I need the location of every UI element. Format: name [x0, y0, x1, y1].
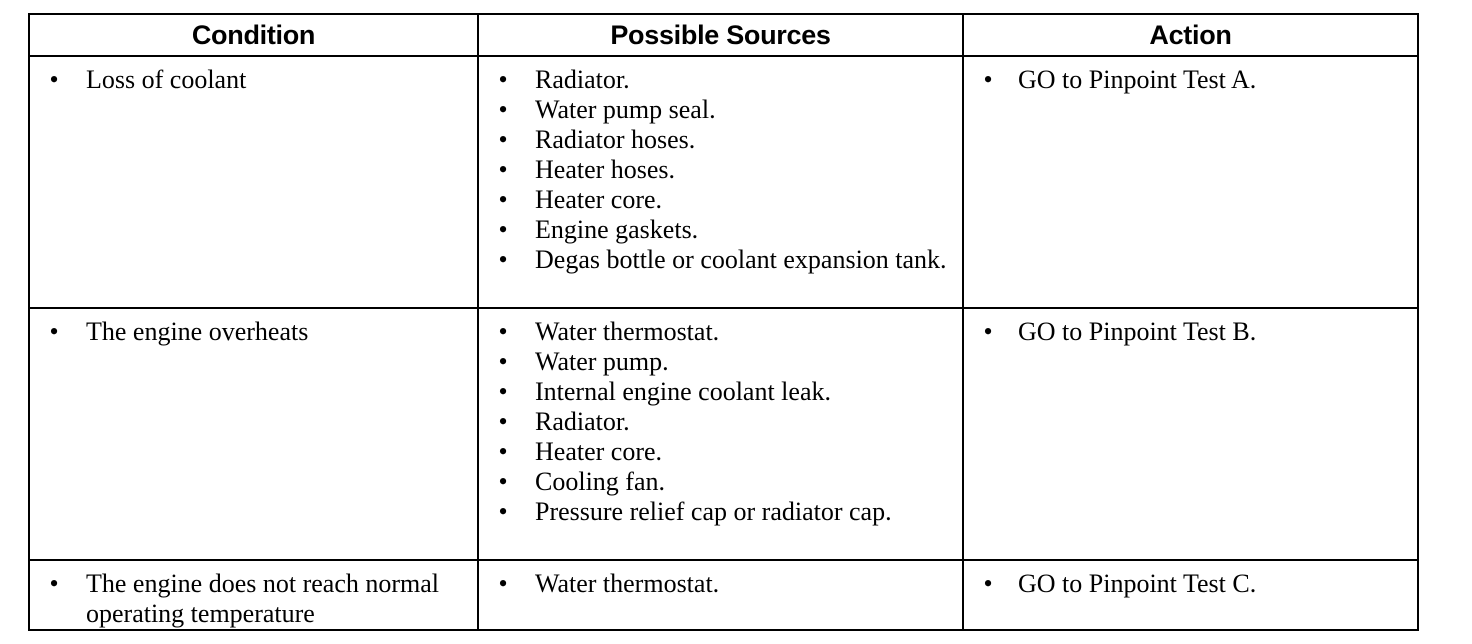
list-item	[479, 95, 962, 125]
list-item	[479, 65, 962, 95]
source-text: Heater core.	[535, 437, 663, 466]
source-text: Pressure relief cap or radiator cap.	[535, 497, 892, 526]
bullet-icon: •	[49, 569, 59, 598]
list-item	[479, 317, 962, 347]
condition-text: The engine does not reach normal operating temperature	[86, 569, 440, 628]
bullet-icon: •	[498, 125, 508, 154]
source-text: Water thermostat.	[535, 569, 720, 598]
list-item	[479, 377, 962, 407]
source-text: Cooling fan.	[535, 467, 665, 496]
list-item	[964, 65, 1417, 95]
list-item	[479, 407, 962, 437]
bullet-icon: •	[983, 65, 993, 94]
action-cell	[963, 308, 1418, 560]
action-text: GO to Pinpoint Test B.	[1018, 317, 1257, 346]
source-text: Heater core.	[535, 185, 663, 214]
bullet-icon: •	[498, 185, 508, 214]
action-text: GO to Pinpoint Test A.	[1018, 65, 1257, 94]
table-row	[29, 56, 1418, 308]
list-item	[479, 185, 962, 215]
list-item	[30, 65, 477, 95]
bullet-icon: •	[498, 95, 508, 124]
bullet-icon: •	[498, 377, 508, 406]
source-text: Radiator.	[535, 65, 630, 94]
list-item	[479, 125, 962, 155]
action-cell	[963, 560, 1418, 630]
condition-text: The engine overheats	[86, 317, 309, 346]
bullet-icon: •	[498, 569, 508, 598]
header-action: Action	[963, 14, 1418, 56]
sources-cell	[478, 560, 963, 630]
list-item	[30, 569, 477, 629]
list-item	[964, 569, 1417, 599]
list-item	[479, 569, 962, 599]
header-condition: Condition	[29, 14, 478, 56]
bullet-icon: •	[498, 407, 508, 436]
list-item	[479, 437, 962, 467]
action-text: GO to Pinpoint Test C.	[1018, 569, 1257, 598]
source-text: Heater hoses.	[535, 155, 676, 184]
list-item	[479, 215, 962, 245]
table-row	[29, 560, 1418, 630]
list-item	[479, 155, 962, 185]
sources-cell	[478, 308, 963, 560]
bullet-icon: •	[498, 317, 508, 346]
bullet-icon: •	[498, 497, 508, 526]
bullet-icon: •	[498, 215, 508, 244]
bullet-icon: •	[498, 347, 508, 376]
list-item	[479, 467, 962, 497]
bullet-icon: •	[983, 569, 993, 598]
source-text: Degas bottle or coolant expansion tank.	[535, 245, 947, 274]
bullet-icon: •	[498, 245, 508, 274]
condition-cell	[29, 56, 478, 308]
bullet-icon: •	[498, 467, 508, 496]
sources-cell	[478, 56, 963, 308]
bullet-icon: •	[983, 317, 993, 346]
list-item	[479, 347, 962, 377]
header-row	[29, 14, 1418, 56]
list-item	[479, 245, 962, 275]
action-cell	[963, 56, 1418, 308]
list-item	[964, 317, 1417, 347]
condition-cell	[29, 308, 478, 560]
source-text: Water pump.	[535, 347, 669, 376]
bullet-icon: •	[49, 65, 59, 94]
source-text: Water thermostat.	[535, 317, 720, 346]
header-possible-sources: Possible Sources	[478, 14, 963, 56]
source-text: Radiator.	[535, 407, 630, 436]
table-row	[29, 308, 1418, 560]
list-item	[30, 317, 477, 347]
condition-text: Loss of coolant	[86, 65, 247, 94]
source-text: Engine gaskets.	[535, 215, 699, 244]
bullet-icon: •	[498, 437, 508, 466]
bullet-icon: •	[49, 317, 59, 346]
condition-cell	[29, 560, 478, 630]
diagnosis-table	[28, 13, 1419, 631]
bullet-icon: •	[498, 155, 508, 184]
source-text: Internal engine coolant leak.	[535, 377, 831, 406]
bullet-icon: •	[498, 65, 508, 94]
list-item	[479, 497, 962, 527]
source-text: Water pump seal.	[535, 95, 716, 124]
source-text: Radiator hoses.	[535, 125, 696, 154]
